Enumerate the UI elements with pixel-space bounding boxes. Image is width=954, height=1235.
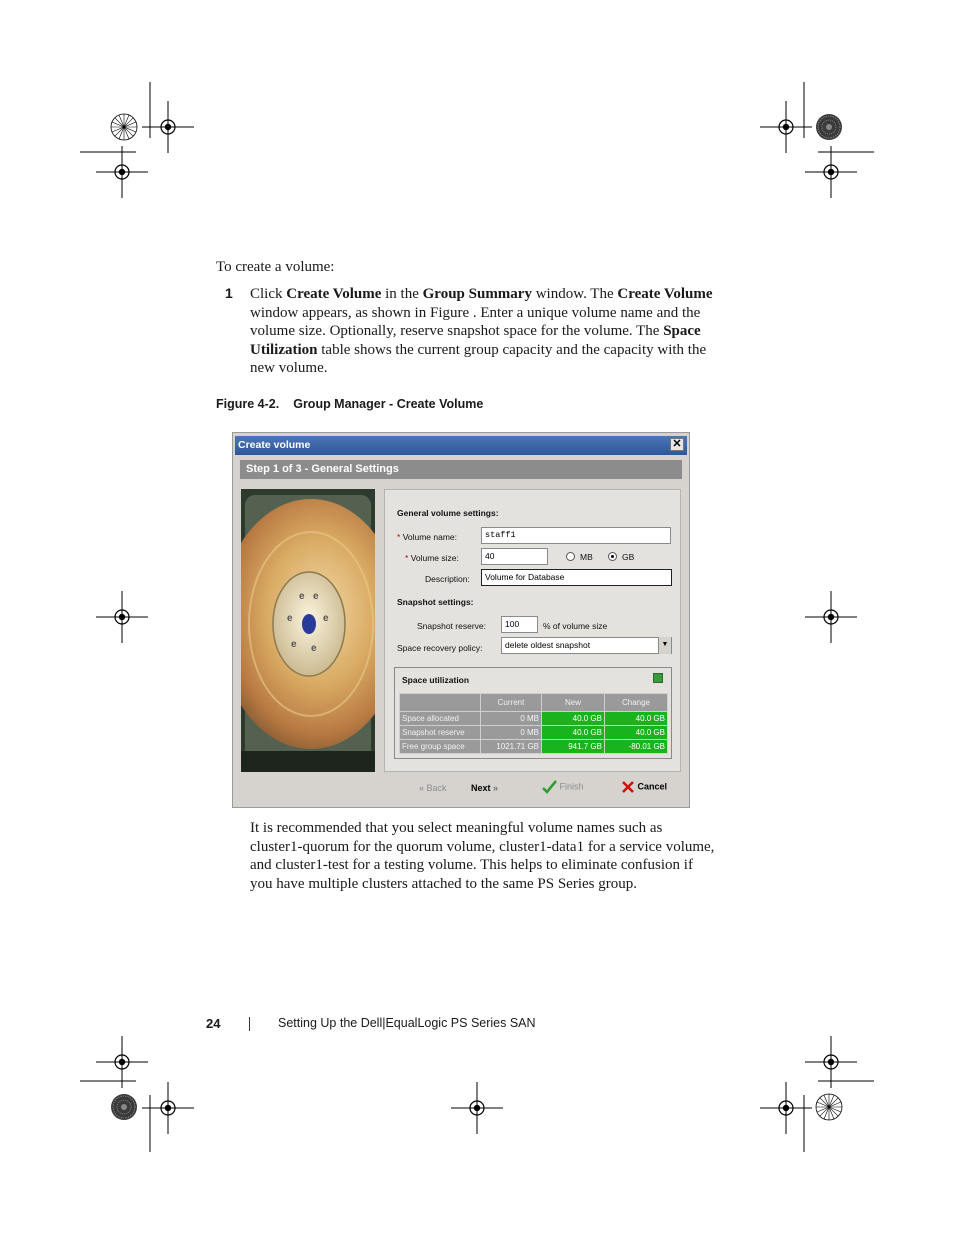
svg-text:e: e [313, 591, 319, 602]
cell-new: 40.0 GB [542, 712, 605, 726]
required-mark: * [397, 532, 401, 542]
table-row [400, 740, 668, 754]
unit-gb-label: GB [622, 552, 635, 562]
volume-name-label-text: Volume name: [402, 532, 458, 542]
step-bold-create-volume: Create Volume [286, 286, 382, 302]
cell-current: 0 MB [481, 712, 542, 726]
next-button-label: Next [471, 783, 491, 793]
chevron-down-icon[interactable]: ▼ [658, 637, 671, 654]
step-text-5: table shows the current group capacity and the capacity with the new volume. [250, 341, 707, 377]
unit-mb-radio[interactable] [566, 552, 575, 561]
step-text-2: in the [381, 286, 423, 302]
row-label: Space allocated [400, 712, 481, 726]
step-number: 1 [225, 285, 233, 301]
back-arrow-icon: « [419, 783, 425, 793]
unit-mb-label: MB [580, 552, 593, 562]
recommendation-paragraph: It is recommended that you select meaningful volume names such as cluster1-quorum for the quorum volume, cluster1-data1 for a service volume, and cluster1-test for a testing volume. This helps to eliminate confusion if you have multiple clusters attached to the same PS Series group. [250, 820, 715, 892]
space-utilization-heading: Space utilization [402, 675, 470, 685]
step-header: Step 1 of 3 - General Settings [240, 460, 682, 479]
finish-button[interactable] [542, 780, 584, 794]
unit-gb-radio[interactable] [608, 552, 617, 561]
create-volume-dialog [232, 432, 690, 808]
snapshot-reserve-unit: % of volume size [543, 621, 608, 631]
footer-divider [249, 1017, 250, 1031]
description-input[interactable]: Volume for Database [481, 569, 672, 586]
recovery-policy-value: delete oldest snapshot [505, 640, 591, 650]
volume-size-label [405, 553, 459, 563]
cell-change: -80.01 GB [605, 740, 668, 754]
space-utilization-table [399, 693, 668, 754]
snapshot-reserve-input[interactable]: 100 [501, 616, 538, 633]
column-header-new: New [542, 694, 605, 712]
next-arrow-icon: » [493, 783, 499, 793]
snapshot-reserve-label: Snapshot reserve: [417, 621, 486, 631]
cancel-button[interactable] [621, 780, 667, 794]
finish-button-label: Finish [559, 781, 584, 792]
step-bold-group-summary: Group Summary [422, 286, 532, 302]
row-label: Snapshot reserve [400, 726, 481, 740]
close-icon[interactable]: ✕ [670, 438, 684, 451]
intro-text: To create a volume: [216, 259, 335, 275]
table-header-row [400, 694, 668, 712]
recovery-policy-label: Space recovery policy: [397, 643, 483, 653]
cell-change: 40.0 GB [605, 712, 668, 726]
volume-name-label [397, 532, 457, 542]
step-instructions [250, 285, 714, 378]
svg-text:e: e [311, 643, 317, 654]
next-button[interactable] [471, 783, 498, 793]
footer-chapter-title: Setting Up the Dell|EqualLogic PS Series SAN [278, 1016, 536, 1030]
volume-name-input[interactable]: staff1 [481, 527, 671, 544]
page-number: 24 [206, 1016, 221, 1031]
svg-text:e: e [291, 639, 297, 650]
general-settings-heading: General volume settings: [397, 508, 499, 518]
step-text-4: window appears, as shown in Figure . Enter a unique volume name and the volume size. Optionally, reserve snapshot space for the volume. The [250, 304, 701, 340]
volume-size-label-text: Volume size: [410, 553, 459, 563]
back-button-label: Back [426, 783, 447, 793]
column-header-blank [400, 694, 481, 712]
figure-caption [216, 397, 483, 411]
volume-size-input[interactable]: 40 [481, 548, 548, 565]
cell-new: 941.7 GB [542, 740, 605, 754]
cell-current: 0 MB [481, 726, 542, 740]
column-header-current: Current [481, 694, 542, 712]
snapshot-settings-heading: Snapshot settings: [397, 597, 474, 607]
refresh-icon[interactable] [653, 673, 663, 683]
svg-text:e: e [323, 613, 329, 624]
step-bold-space-utilization: Space Utilization [250, 323, 701, 358]
disk-drive-image [241, 489, 375, 772]
column-header-change: Change [605, 694, 668, 712]
svg-text:e: e [299, 591, 305, 602]
dialog-titlebar [235, 436, 687, 455]
cancel-x-icon [621, 780, 635, 794]
description-label: Description: [425, 574, 470, 584]
disk-platter-illustration [241, 489, 375, 772]
figure-label: Figure 4-2. [216, 397, 280, 411]
svg-text:e: e [287, 613, 293, 624]
cell-current: 1021.71 GB [481, 740, 542, 754]
step-text-3: window. The [531, 286, 618, 302]
recovery-policy-select[interactable] [501, 637, 672, 654]
space-utilization-box [394, 667, 672, 759]
settings-panel [384, 489, 681, 772]
table-row [400, 726, 668, 740]
cancel-button-label: Cancel [637, 781, 668, 792]
dialog-title: Create volume [238, 439, 311, 451]
back-button[interactable] [419, 783, 447, 793]
step-bold-create-volume-2: Create Volume [617, 286, 713, 302]
checkmark-icon [542, 780, 557, 794]
cell-change: 40.0 GB [605, 726, 668, 740]
table-row [400, 712, 668, 726]
figure-title: Group Manager - Create Volume [293, 397, 484, 411]
required-mark-size: * [405, 553, 409, 563]
step-text-1: Click [250, 286, 287, 302]
cell-new: 40.0 GB [542, 726, 605, 740]
row-label: Free group space [400, 740, 481, 754]
